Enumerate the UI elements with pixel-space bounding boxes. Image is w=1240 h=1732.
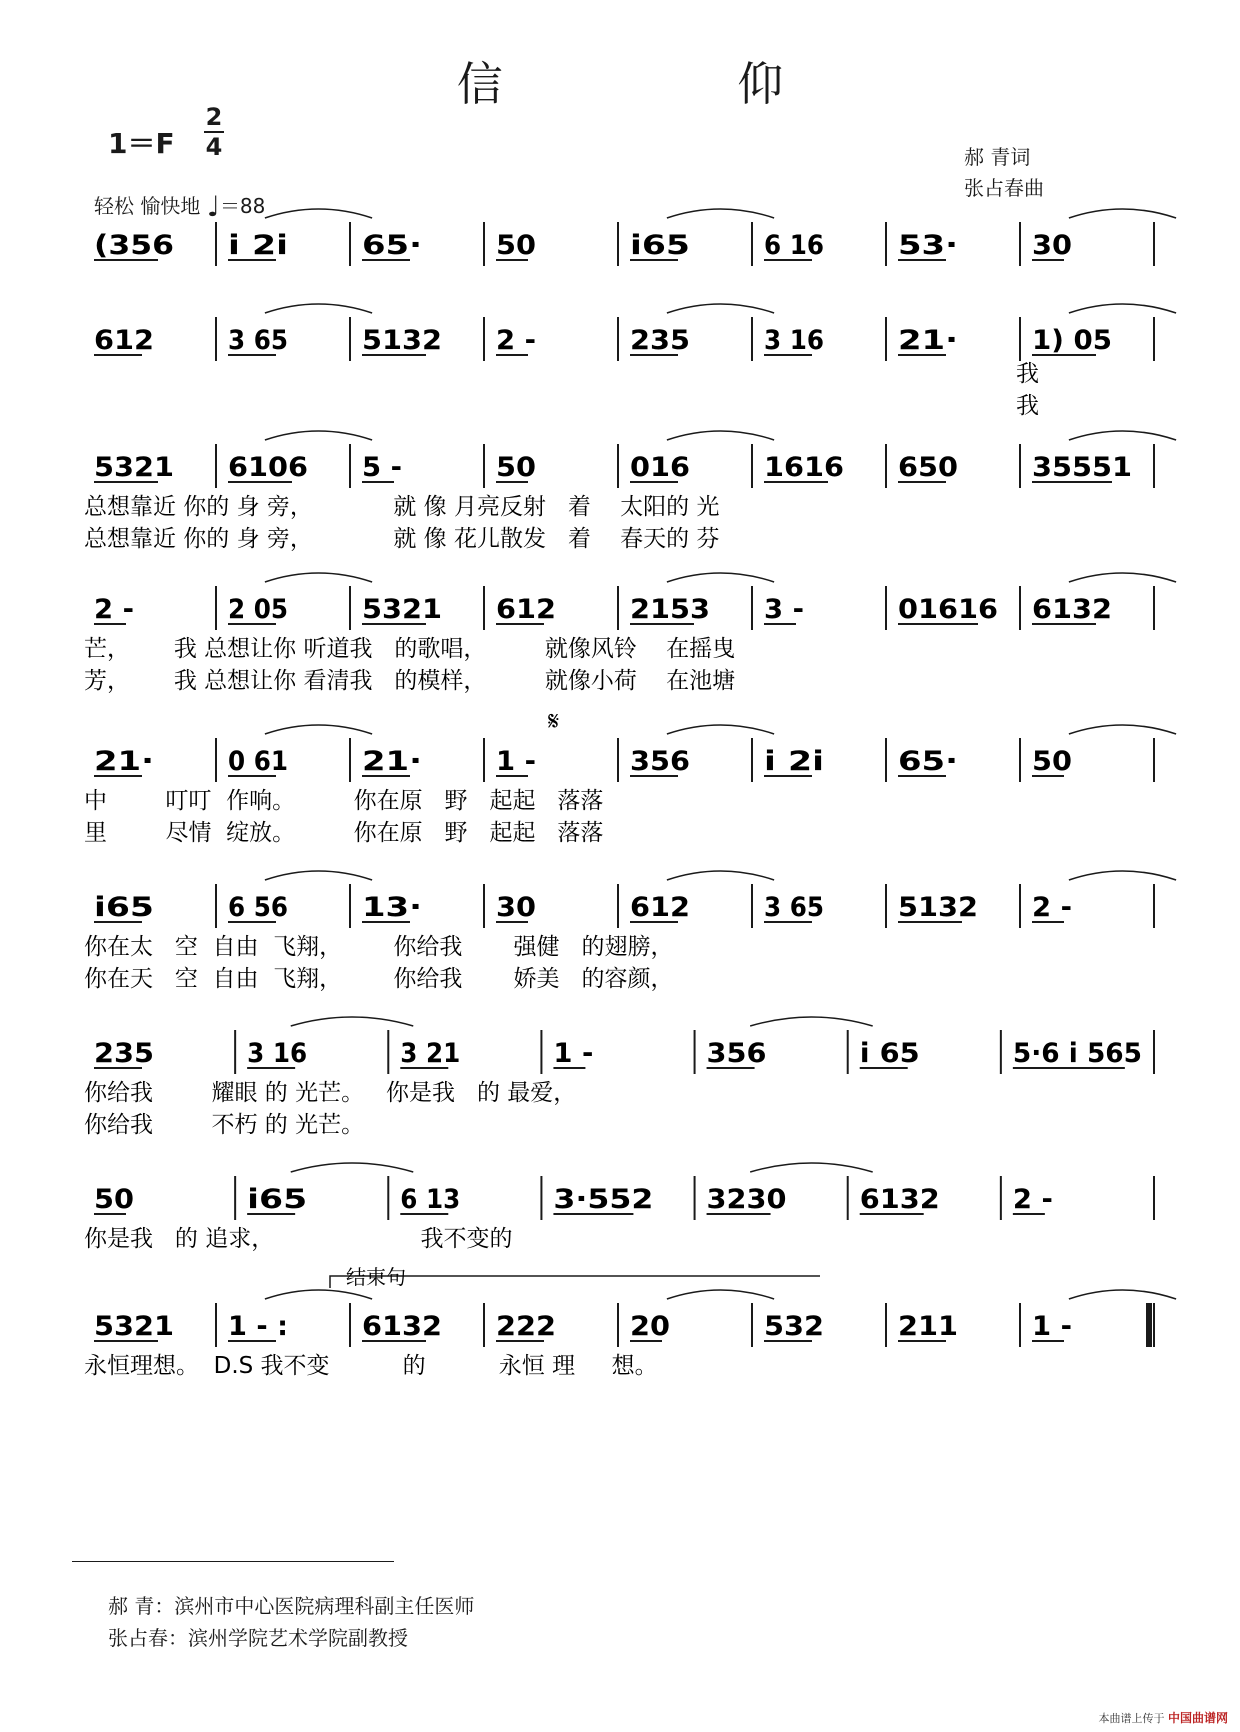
lyrics-verse-2: 总想靠近 你的 身 旁， 就 像 花儿散发 着 春天的 芬 [84, 526, 720, 552]
slur-arc [291, 1017, 414, 1026]
final-bar [1146, 1303, 1152, 1347]
slur-arc [265, 573, 372, 582]
measure-notes: 5 - [362, 452, 402, 483]
measure-notes: 21· [94, 746, 154, 777]
composer-credit: 张占春曲 [964, 176, 1044, 200]
measure-notes: i 2i [228, 230, 288, 261]
measure-notes: 53· [898, 230, 958, 261]
measure-notes: 3 65 [228, 325, 288, 356]
score-system [84, 431, 1176, 552]
quarter-note-icon: ♩ [206, 190, 220, 223]
measure-notes: 30 [1032, 230, 1072, 261]
measure-notes: 6106 [228, 452, 308, 483]
measure-notes: 3 21 [400, 1038, 461, 1069]
measure-notes: 612 [94, 325, 154, 356]
measure-notes: 356 [630, 746, 690, 777]
measure-notes: 3 - [764, 594, 804, 625]
slur-arc [667, 573, 774, 582]
measure-notes: 1 - [496, 746, 536, 777]
measure-notes: 6 56 [228, 892, 288, 923]
measure-notes: 1 - : [228, 1311, 288, 1342]
lyrics-verse-1: 我 [1016, 361, 1039, 387]
measure-notes: 612 [496, 594, 556, 625]
measure-notes: 2 - [1032, 892, 1072, 923]
measure-notes: 5321 [362, 594, 442, 625]
score-system [84, 573, 1176, 694]
slur-arc [667, 1290, 774, 1299]
slur-arc [667, 431, 774, 440]
measure-notes: 1616 [764, 452, 844, 483]
measure-notes: 3 65 [764, 892, 824, 923]
score-system [94, 209, 1176, 266]
measure-notes: 650 [898, 452, 958, 483]
lyrics-verse-1: 你给我 耀眼 的 光芒。 你是我 的 最爱， [84, 1080, 577, 1106]
measure-notes: 6132 [362, 1311, 442, 1342]
lyrics-verse-2: 里 尽情 绽放。 你在原 野 起起 落落 [84, 820, 604, 846]
measure-notes: 3 16 [764, 325, 824, 356]
watermark-text: 本曲谱上传于 [1098, 1712, 1165, 1725]
measure-notes: 5·6 i 565 [1012, 1038, 1142, 1069]
measure-notes: 612 [630, 892, 690, 923]
score-system [84, 1017, 1154, 1138]
measure-notes: 5132 [898, 892, 978, 923]
measure-notes: 35551 [1032, 452, 1132, 483]
slur-arc [1069, 871, 1176, 880]
measure-notes: 6132 [859, 1184, 940, 1215]
measure-notes: 3 16 [247, 1038, 308, 1069]
measure-notes: 6 16 [764, 230, 824, 261]
measure-notes: 1) 05 [1032, 325, 1112, 356]
measure-notes: 50 [1032, 746, 1072, 777]
lyrics-verse-1: 总想靠近 你的 身 旁， 就 像 月亮反射 着 太阳的 光 [84, 494, 720, 520]
measure-notes: 0 61 [228, 746, 288, 777]
lyrics-verse-2: 你给我 不朽 的 光芒。 [84, 1112, 365, 1138]
lyrics-verse-2: 芳， 我 总想让你 看清我 的模样， 就像小荷 在池塘 [84, 668, 736, 694]
segno-sign: 𝄋 [548, 707, 560, 737]
measure-notes: 5321 [94, 452, 174, 483]
slur-arc [667, 725, 774, 734]
slur-arc [291, 1163, 414, 1172]
slur-arc [1069, 1290, 1176, 1299]
slur-arc [265, 871, 372, 880]
slur-arc [1069, 725, 1176, 734]
score-system [94, 304, 1176, 419]
measure-notes: 235 [94, 1038, 154, 1069]
slur-arc [667, 871, 774, 880]
measure-notes: i65 [247, 1184, 308, 1215]
slur-arc [1069, 573, 1176, 582]
measure-notes: 222 [496, 1311, 556, 1342]
measure-notes: i65 [94, 892, 154, 923]
measure-notes: 6132 [1032, 594, 1112, 625]
measure-notes: 356 [706, 1038, 767, 1069]
time-signature-bottom: 4 [205, 133, 223, 161]
measure-notes: 016 [630, 452, 690, 483]
time-signature-top: 2 [205, 103, 223, 131]
measure-notes: 5321 [94, 1311, 174, 1342]
measure-notes: 3230 [706, 1184, 787, 1215]
slur-arc [1069, 209, 1176, 218]
footer-rule [72, 1561, 394, 1562]
measure-notes: 532 [764, 1311, 824, 1342]
slur-arc [750, 1163, 873, 1172]
slur-arc [1069, 304, 1176, 313]
measure-notes: 20 [630, 1311, 670, 1342]
score-system [84, 1290, 1176, 1379]
lyricist-credit: 郝 青词 [964, 145, 1031, 169]
measure-notes: 235 [630, 325, 690, 356]
lyrics-verse-1: 你在太 空 自由 飞翔， 你给我 强健 的翅膀， [84, 934, 674, 960]
measure-notes: 211 [898, 1311, 958, 1342]
tempo-bpm: ＝88 [219, 194, 266, 218]
lyrics-verse-1: 你是我 的 追求， 我不变的 [84, 1226, 513, 1252]
measure-notes: 1 - [553, 1038, 594, 1069]
lyrics-verse-1: 中 叮叮 作响。 你在原 野 起起 落落 [84, 788, 604, 814]
footnotes [108, 1590, 474, 1654]
footnote-composer: 张占春：滨州学院艺术学院副教授 [108, 1626, 408, 1650]
measure-notes: 50 [496, 230, 536, 261]
tempo-expression: 轻松 愉快地 [94, 194, 201, 218]
slur-arc [265, 304, 372, 313]
song-title: 信 仰 [456, 57, 894, 111]
measure-notes: i 2i [764, 746, 824, 777]
slur-arc [265, 209, 372, 218]
slur-arc [667, 304, 774, 313]
measure-notes: 2 - [94, 594, 134, 625]
lyrics-verse-1: 永恒理想。 D.S 我不变 的 永恒 理 想。 [84, 1353, 658, 1379]
footnote-lyricist: 郝 青：滨州市中心医院病理科副主任医师 [108, 1594, 475, 1618]
watermark [1098, 1709, 1228, 1726]
lyrics-verse-2: 你在天 空 自由 飞翔， 你给我 娇美 的容颜， [84, 966, 674, 992]
slur-arc [750, 1017, 873, 1026]
measure-notes: 65· [898, 746, 958, 777]
slur-arc [265, 1290, 372, 1299]
measure-notes: 21· [898, 325, 958, 356]
measure-notes: 3·552 [553, 1184, 654, 1215]
key-signature: 1＝F [108, 127, 175, 160]
slur-arc [667, 209, 774, 218]
score-system [84, 725, 1176, 846]
coda-label: 结束句 [346, 1265, 406, 1289]
score-system [84, 1163, 1154, 1252]
slur-arc [265, 725, 372, 734]
measure-notes: (356 [94, 230, 174, 261]
measure-notes: 30 [496, 892, 536, 923]
score-system [84, 871, 1176, 992]
slur-arc [265, 431, 372, 440]
measure-notes: 2 - [496, 325, 536, 356]
measure-notes: 5132 [362, 325, 442, 356]
measure-notes: i 65 [859, 1038, 920, 1069]
measure-notes: 50 [496, 452, 536, 483]
slur-arc [1069, 431, 1176, 440]
measure-notes: 2 05 [228, 594, 288, 625]
systems-layer [84, 209, 1176, 1379]
measure-notes: 50 [94, 1184, 134, 1215]
measure-notes: 65· [362, 230, 422, 261]
watermark-brand: 中国曲谱网 [1167, 1711, 1228, 1725]
measure-notes: 13· [362, 892, 422, 923]
measure-notes: 01616 [898, 594, 998, 625]
lyrics-verse-1: 芒， 我 总想让你 听道我 的歌唱， 就像风铃 在摇曳 [84, 636, 736, 662]
measure-notes: 6 13 [400, 1184, 461, 1215]
measure-notes: 2153 [630, 594, 710, 625]
measure-notes: 2 - [1012, 1184, 1053, 1215]
measure-notes: i65 [630, 230, 690, 261]
lyrics-verse-2: 我 [1016, 393, 1039, 419]
measure-notes: 1 - [1032, 1311, 1072, 1342]
measure-notes: 21· [362, 746, 422, 777]
